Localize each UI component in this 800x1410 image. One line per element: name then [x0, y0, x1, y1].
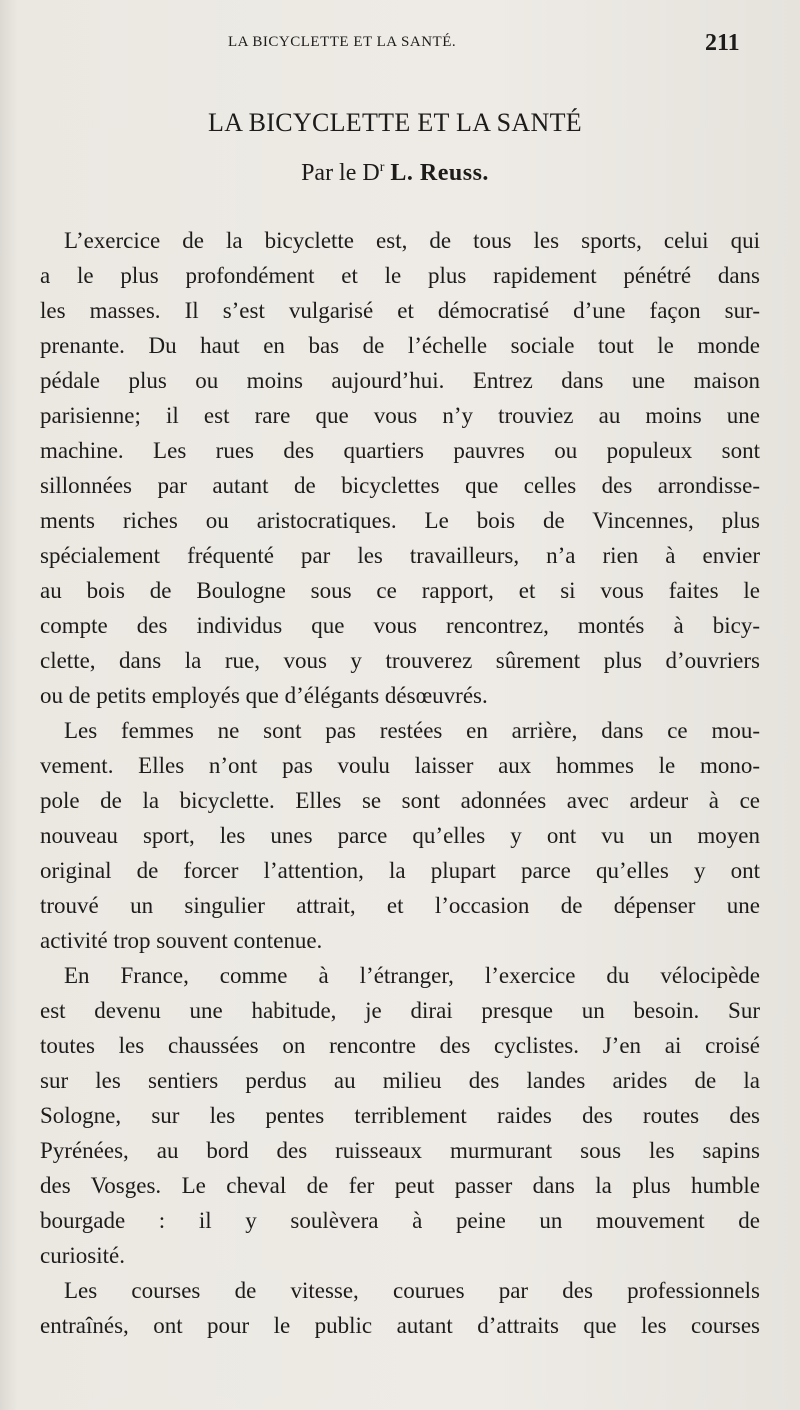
text-line: sillonnées par autant de bicyclettes que celles des arrondisse-	[40, 473, 760, 498]
text-line: L’exercice de la bicyclette est, de tous les sports, celui qui	[64, 228, 760, 253]
text-line: bourgade : il y soulèvera à peine un mouvement de	[40, 1208, 760, 1233]
text-line: des Vosges. Le cheval de fer peut passer dans la plus humble	[40, 1173, 760, 1198]
text-line: Les femmes ne sont pas restées en arrière, dans ce mou-	[64, 718, 760, 743]
text-line: parisienne; il est rare que vous n’y trouviez au moins une	[40, 403, 760, 428]
text-line: les masses. Il s’est vulgarisé et démocratisé d’une façon sur-	[40, 298, 760, 323]
text-line: clette, dans la rue, vous y trouverez sûrement plus d’ouvriers	[40, 648, 760, 673]
text-line: trouvé un singulier attrait, et l’occasion de dépenser une	[40, 893, 760, 918]
text-line: est devenu une habitude, je dirai presque un besoin. Sur	[40, 998, 760, 1023]
text-line: machine. Les rues des quartiers pauvres ou populeux sont	[40, 438, 760, 463]
text-line: toutes les chaussées on rencontre des cyclistes. J’en ai croisé	[40, 1033, 760, 1058]
text-line: pole de la bicyclette. Elles se sont adonnées avec ardeur à ce	[40, 788, 760, 813]
byline-prefix: Par le D	[301, 160, 380, 186]
text-line: Pyrénées, au bord des ruisseaux murmurant sous les sapins	[40, 1138, 760, 1163]
text-line: spécialement fréquenté par les travailleurs, n’a rien à envier	[40, 543, 760, 568]
text-line: Sologne, sur les pentes terriblement raides des routes des	[40, 1103, 760, 1128]
article-title: LA BICYCLETTE ET LA SANTÉ	[208, 108, 582, 137]
text-line: prenante. Du haut en bas de l’échelle sociale tout le monde	[40, 333, 760, 358]
text-line: Les courses de vitesse, courues par des professionnels	[64, 1278, 760, 1303]
text-line: sur les sentiers perdus au milieu des landes arides de la	[40, 1068, 760, 1093]
page-number: 211	[705, 30, 740, 56]
byline	[0, 160, 790, 187]
text-line: a le plus profondément et le plus rapidement pénétré dans	[40, 263, 760, 288]
text-line: ou de petits employés que d’élégants désœuvrés.	[40, 683, 488, 708]
running-head	[0, 30, 800, 64]
text-line: En France, comme à l’étranger, l’exercice du vélocipède	[64, 963, 760, 988]
text-line: nouveau sport, les unes parce qu’elles y ont vu un moyen	[40, 823, 760, 848]
text-line: au bois de Boulogne sous ce rapport, et si vous faites le	[40, 578, 760, 603]
byline-superscript: r	[379, 160, 385, 175]
text-line: ments riches ou aristocratiques. Le bois de Vincennes, plus	[40, 508, 760, 533]
byline-author: L. Reuss.	[390, 160, 489, 186]
running-title: LA BICYCLETTE ET LA SANTÉ.	[228, 34, 457, 50]
text-line: curiosité.	[40, 1243, 125, 1268]
text-line: pédale plus ou moins aujourd’hui. Entrez dans une maison	[40, 368, 760, 393]
text-line: vement. Elles n’ont pas voulu laisser aux hommes le mono-	[40, 753, 760, 778]
article-body	[40, 223, 760, 1343]
text-line: original de forcer l’attention, la plupart parce qu’elles y ont	[40, 858, 760, 883]
text-line: activité trop souvent contenue.	[40, 928, 323, 953]
text-line: compte des individus que vous rencontrez, montés à bicy-	[40, 613, 760, 638]
text-line: entraînés, ont pour le public autant d’attraits que les courses	[40, 1313, 760, 1338]
